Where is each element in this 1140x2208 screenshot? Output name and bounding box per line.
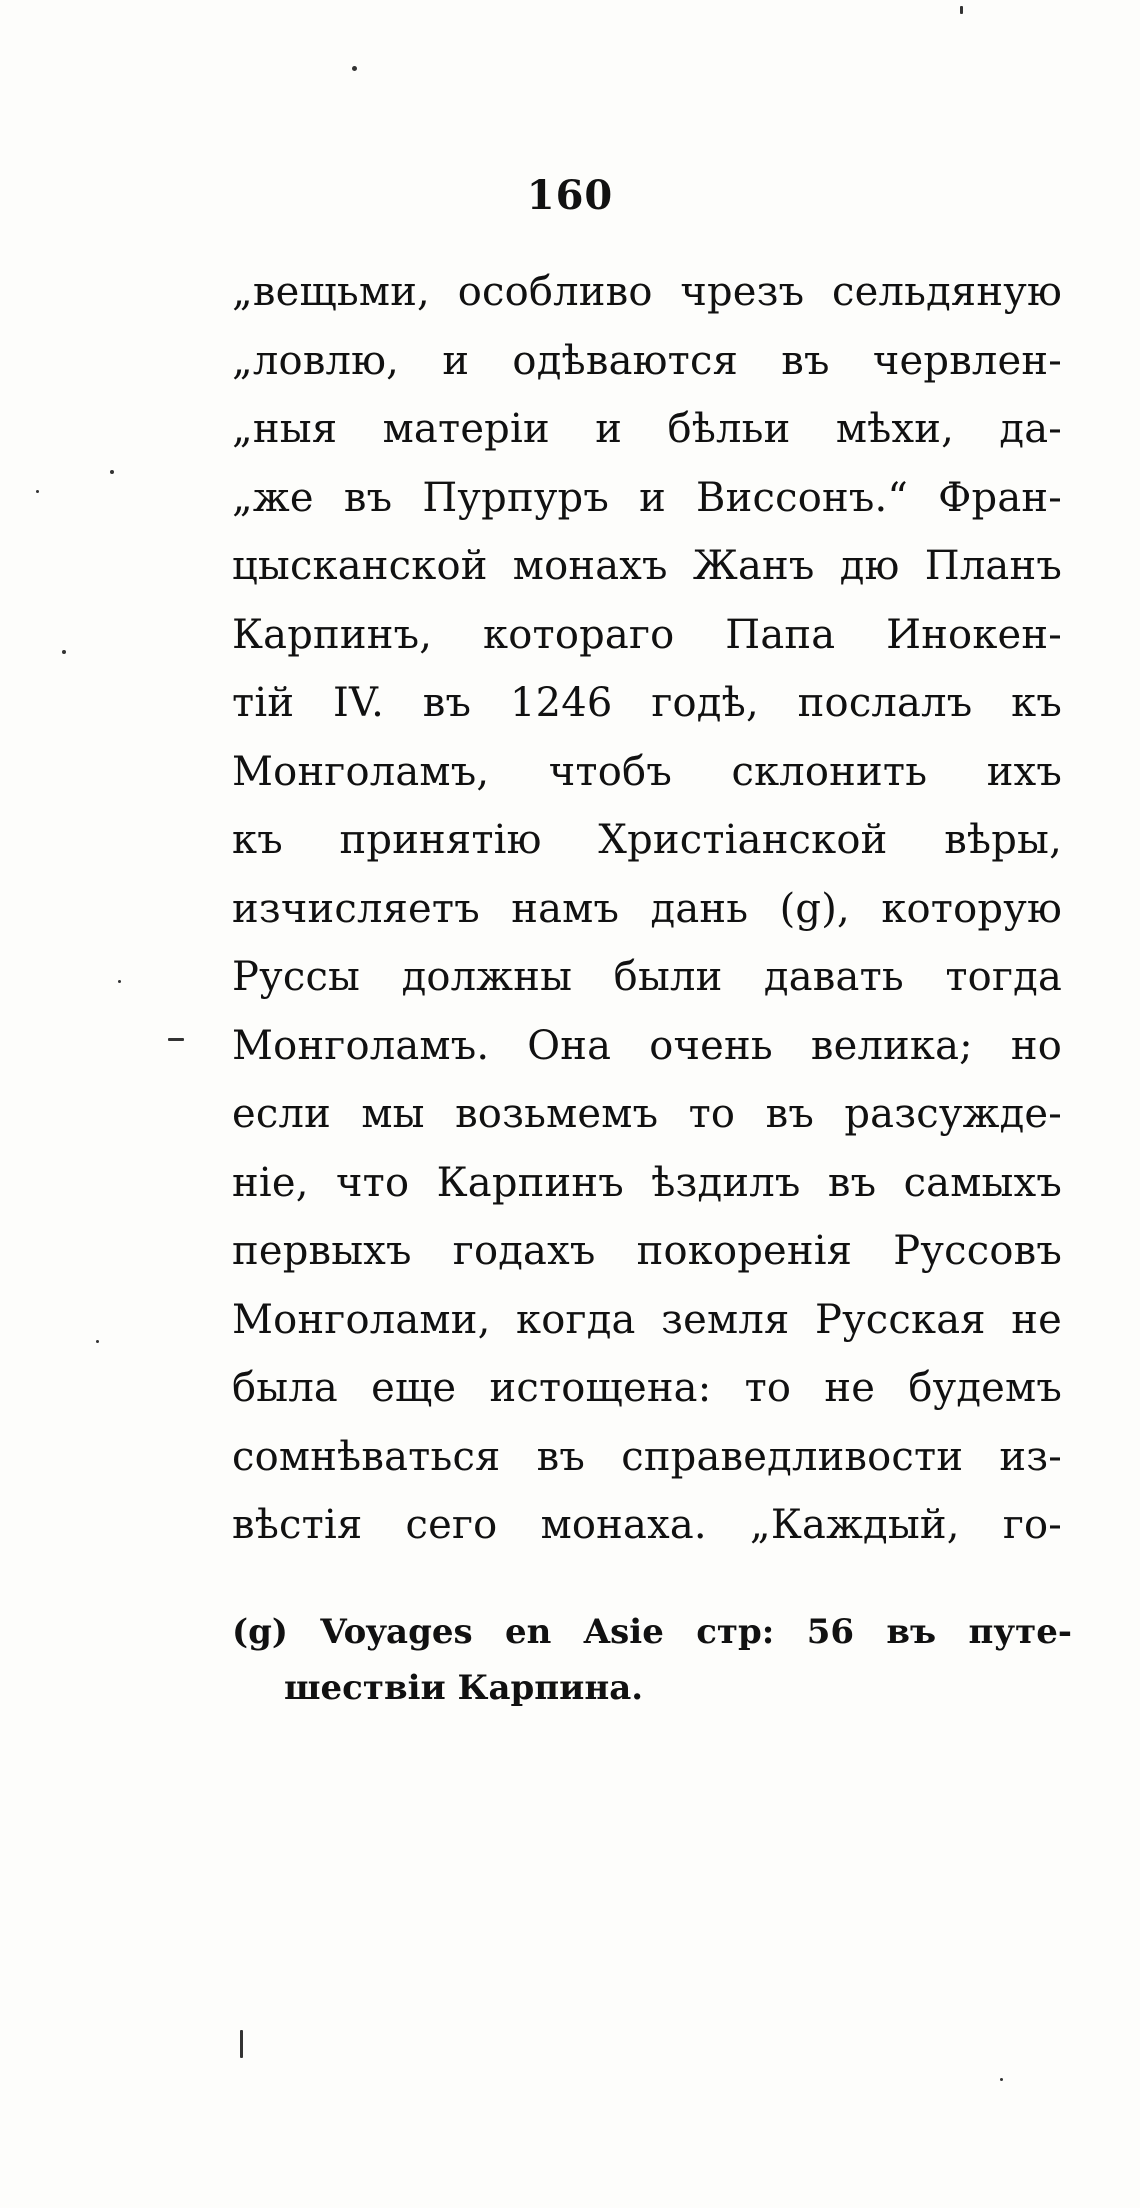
text-line: Карпинъ, котораго Папа Инокен- [232, 611, 1062, 658]
scan-speck [118, 980, 121, 983]
footnote-line: шествіи Карпина. [284, 1668, 644, 1708]
text-line: ніе, что Карпинъ ѣздилъ въ самыхъ [232, 1159, 1062, 1206]
footnote [232, 1604, 1072, 1716]
page-number: 160 [526, 172, 614, 219]
text-line: Монголамъ, чтобъ склонить ихъ [232, 748, 1062, 795]
text-line: Руссы должны были давать тогда [232, 954, 1062, 1000]
scan-speck [352, 66, 357, 71]
scan-speck [240, 2030, 243, 2058]
scan-speck [36, 490, 39, 493]
text-line: „вещьми, особливо чрезъ сельдяную [232, 269, 1062, 315]
text-line: сомнѣваться въ справедливости из- [232, 1433, 1062, 1480]
body-text [232, 258, 1062, 1560]
footnote-line: (g) Voyages en Asie стр: 56 въ путе- [232, 1612, 1072, 1652]
scan-speck [168, 1038, 184, 1041]
text-line: первыхъ годахъ покоренія Руссовъ [232, 1228, 1062, 1274]
scan-speck [960, 6, 963, 14]
text-line: „же въ Пурпуръ и Виссонъ.“ Фран- [232, 474, 1062, 521]
text-line: Монголами, когда земля Русская не [232, 1296, 1062, 1343]
text-line: была еще истощена: то не будемъ [232, 1365, 1062, 1411]
scan-speck [1000, 2078, 1003, 2081]
text-line: цысканской монахъ Жанъ дю Планъ [232, 543, 1062, 589]
scan-speck [96, 1340, 99, 1343]
text-line: „ныя матеріи и бѣльи мѣхи, да- [232, 406, 1062, 452]
scan-speck [62, 650, 66, 654]
text-line: „ловлю, и одѣваются въ червлен- [232, 337, 1062, 384]
text-line: если мы возьмемъ то въ разсужде- [232, 1091, 1062, 1137]
scan-speck [110, 470, 114, 474]
text-line: изчисляетъ намъ дань (g), которую [232, 885, 1062, 932]
text-line: къ принятію Христіанской вѣры, [232, 817, 1062, 863]
text-line: вѣстія сего монаха. „Каждый, го- [232, 1502, 1062, 1548]
text-line: тій IV. въ 1246 годѣ, послалъ къ [232, 680, 1062, 726]
text-line: Монголамъ. Она очень велика; но [232, 1022, 1062, 1069]
